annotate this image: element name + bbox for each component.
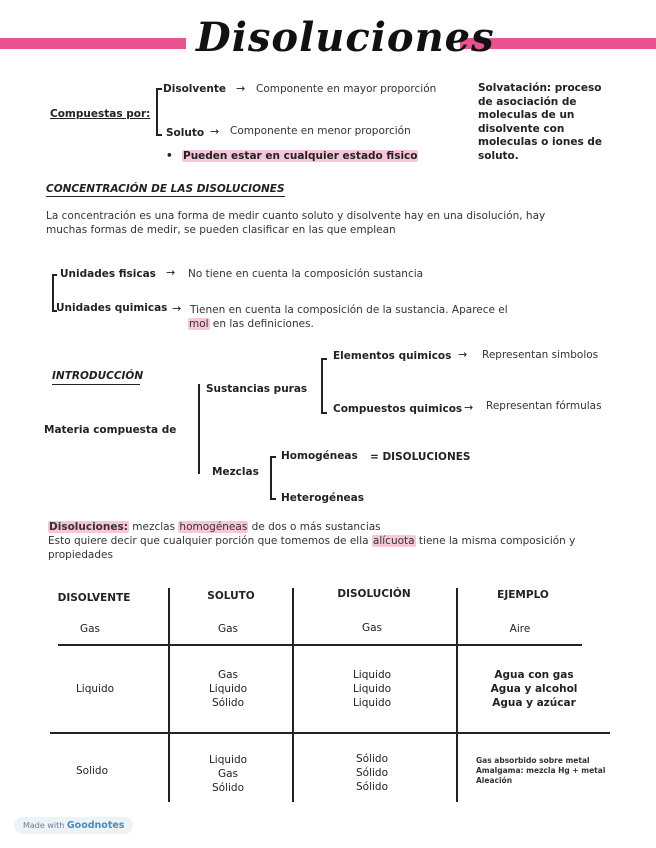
def-text: mezclas bbox=[128, 521, 179, 533]
concentracion-text-2: muchas formas de medir, se pueden clasificar en las que emplean bbox=[46, 224, 396, 236]
table-cell-line: Agua y alcohol bbox=[490, 683, 578, 695]
unidades-quimicas-label: Unidades quimicas bbox=[56, 302, 168, 314]
compuestas-bracket-bottom bbox=[156, 134, 162, 136]
table-cell-line: Aleación bbox=[476, 776, 513, 785]
table-cell bbox=[340, 668, 404, 710]
table-cell-line: Agua y azúcar bbox=[492, 697, 576, 709]
disolvente-label: Disolvente bbox=[163, 83, 226, 95]
table-hline-2 bbox=[50, 732, 610, 734]
compuestos-quimicos-label: Compuestos quimicos bbox=[333, 403, 463, 415]
unidades-quimicas-desc-1: Tienen en cuenta la composición de la sustancia. Aparece el bbox=[190, 304, 508, 316]
table-cell-line: Agua con gas bbox=[494, 669, 574, 681]
table-vline-3 bbox=[456, 588, 458, 802]
table-cell bbox=[196, 668, 260, 710]
table-cell-line: Liquido bbox=[352, 683, 392, 695]
table-cell-line: Liquido bbox=[352, 669, 392, 681]
table-cell: Gas bbox=[361, 622, 383, 634]
soluto-desc: Componente en menor proporción bbox=[230, 125, 411, 137]
table-header-disolvente: DISOLVENTE bbox=[57, 592, 131, 604]
page-title: Disoluciones bbox=[196, 14, 495, 61]
table-cell bbox=[482, 668, 586, 710]
compuestas-label: Compuestas por: bbox=[50, 108, 151, 120]
table-vline-1 bbox=[168, 588, 170, 802]
arrow-icon: → bbox=[166, 266, 176, 279]
goodnotes-logo: Goodnotes bbox=[66, 820, 125, 831]
puras-bracket-top bbox=[321, 358, 327, 360]
disoluciones-equals: = DISOLUCIONES bbox=[370, 451, 471, 463]
def-text: Esto quiere decir que cualquier porción que tomemos de ella bbox=[48, 535, 372, 547]
table-header-soluto: SOLUTO bbox=[207, 590, 255, 602]
table-cell: Gas bbox=[79, 623, 101, 635]
table-cell-line: Liquido bbox=[208, 754, 248, 766]
concentracion-heading: CONCENTRACIÓN DE LAS DISOLUCIONES bbox=[46, 183, 285, 195]
homogeneas-highlight: homogéneas bbox=[179, 521, 248, 533]
mezclas-bracket-top bbox=[270, 456, 276, 458]
table-cell-line: Sólido bbox=[211, 697, 244, 709]
unidades-bracket-top bbox=[52, 274, 57, 276]
estado-fisico-note: Pueden estar en cualquier estado fisico bbox=[183, 150, 418, 162]
solvatacion-line: moleculas de un bbox=[478, 109, 575, 121]
arrow-icon: → bbox=[464, 401, 474, 414]
disoluciones-term: Disoluciones: bbox=[49, 521, 128, 533]
unidades-fisicas-label: Unidades fisicas bbox=[60, 268, 156, 280]
disolvente-desc: Componente en mayor proporción bbox=[256, 83, 437, 95]
solvatacion-line: de asociación de bbox=[478, 95, 577, 108]
solvatacion-line: moleculas o iones de bbox=[478, 136, 602, 148]
alicuota-highlight: alícuota bbox=[372, 535, 415, 547]
elementos-quimicos-label: Elementos quimicos bbox=[333, 350, 452, 362]
table-cell-line: Sólido bbox=[355, 781, 388, 793]
unidades-bracket bbox=[52, 274, 54, 312]
arrow-icon: → bbox=[458, 348, 468, 361]
arrow-icon: → bbox=[172, 302, 182, 315]
elementos-quimicos-desc: Representan simbolos bbox=[482, 349, 599, 361]
goodnotes-badge bbox=[14, 817, 133, 834]
puras-bracket bbox=[321, 358, 323, 414]
compuestos-quimicos-desc: Representan fórmulas bbox=[486, 400, 602, 412]
materia-label: Materia compuesta de bbox=[44, 424, 177, 436]
mezclas-bracket-bottom bbox=[270, 498, 276, 500]
solvatacion-line: Solvatación: proceso bbox=[478, 82, 602, 94]
solvatacion-line: disolvente con bbox=[478, 122, 565, 135]
table-cell-line: Sólido bbox=[355, 767, 388, 779]
compuestas-bracket-top bbox=[156, 88, 162, 90]
table-cell: Gas bbox=[217, 623, 239, 635]
table-cell-line: Liquido bbox=[352, 697, 392, 709]
heterogeneas-label: Heterogéneas bbox=[281, 492, 365, 504]
table-cell bbox=[196, 753, 260, 795]
table-cell-line: Amalgama: mezcla Hg + metal bbox=[476, 766, 606, 775]
def-text: tiene la misma composición y bbox=[415, 535, 576, 547]
table-hline-1 bbox=[58, 644, 582, 646]
definicion-line-2 bbox=[48, 535, 575, 547]
table-header-ejemplo: EJEMPLO bbox=[497, 589, 549, 601]
unidades-fisicas-desc: No tiene en cuenta la composición sustancia bbox=[188, 268, 424, 280]
bullet-dot-icon: • bbox=[166, 150, 173, 162]
introduccion-heading: INTRODUCCIÓN bbox=[52, 370, 140, 385]
solvatacion-line: soluto. bbox=[478, 149, 519, 162]
table-cell: Aire bbox=[509, 623, 531, 635]
soluto-label: Soluto bbox=[166, 127, 205, 139]
mol-highlight: mol bbox=[189, 318, 209, 330]
table-cell-line: Sólido bbox=[355, 753, 388, 765]
title-bar-left bbox=[0, 38, 186, 49]
arrow-icon: → bbox=[236, 82, 246, 95]
made-with-label: Made with bbox=[23, 821, 65, 830]
table-vline-2 bbox=[292, 588, 294, 802]
table-cell-line: Gas bbox=[217, 768, 239, 780]
table-cell bbox=[340, 752, 404, 794]
def-text: de dos o más sustancias bbox=[248, 521, 381, 533]
unidades-quimicas-desc-2 bbox=[188, 318, 314, 330]
arrow-icon: → bbox=[210, 125, 220, 138]
table-cell: Solido bbox=[75, 765, 108, 777]
table-cell-line: Gas bbox=[217, 669, 239, 681]
table-cell-line: Sólido bbox=[211, 782, 244, 794]
materia-bracket bbox=[198, 384, 200, 474]
table-cell bbox=[476, 756, 605, 786]
table-cell-line: Liquido bbox=[208, 683, 248, 695]
homogeneas-label: Homogéneas bbox=[281, 450, 358, 462]
compuestas-bracket bbox=[156, 88, 158, 136]
definicion-line-3: propiedades bbox=[48, 549, 113, 561]
solvatacion-note bbox=[478, 82, 602, 163]
definicion-line-1 bbox=[48, 521, 381, 533]
puras-bracket-bottom bbox=[321, 412, 327, 414]
sustancias-puras-label: Sustancias puras bbox=[206, 383, 308, 395]
table-cell-line: Gas absorbido sobre metal bbox=[476, 756, 590, 765]
mol-suffix: en las definiciones. bbox=[209, 318, 314, 330]
concentracion-text-1: La concentración es una forma de medir cuanto soluto y disolvente hay en una disolución, hay bbox=[46, 210, 546, 222]
mezclas-bracket bbox=[270, 456, 272, 500]
table-header-disolucion: DISOLUCIÓN bbox=[337, 588, 411, 600]
table-cell: Liquido bbox=[75, 683, 115, 695]
mezclas-label: Mezclas bbox=[212, 466, 259, 478]
